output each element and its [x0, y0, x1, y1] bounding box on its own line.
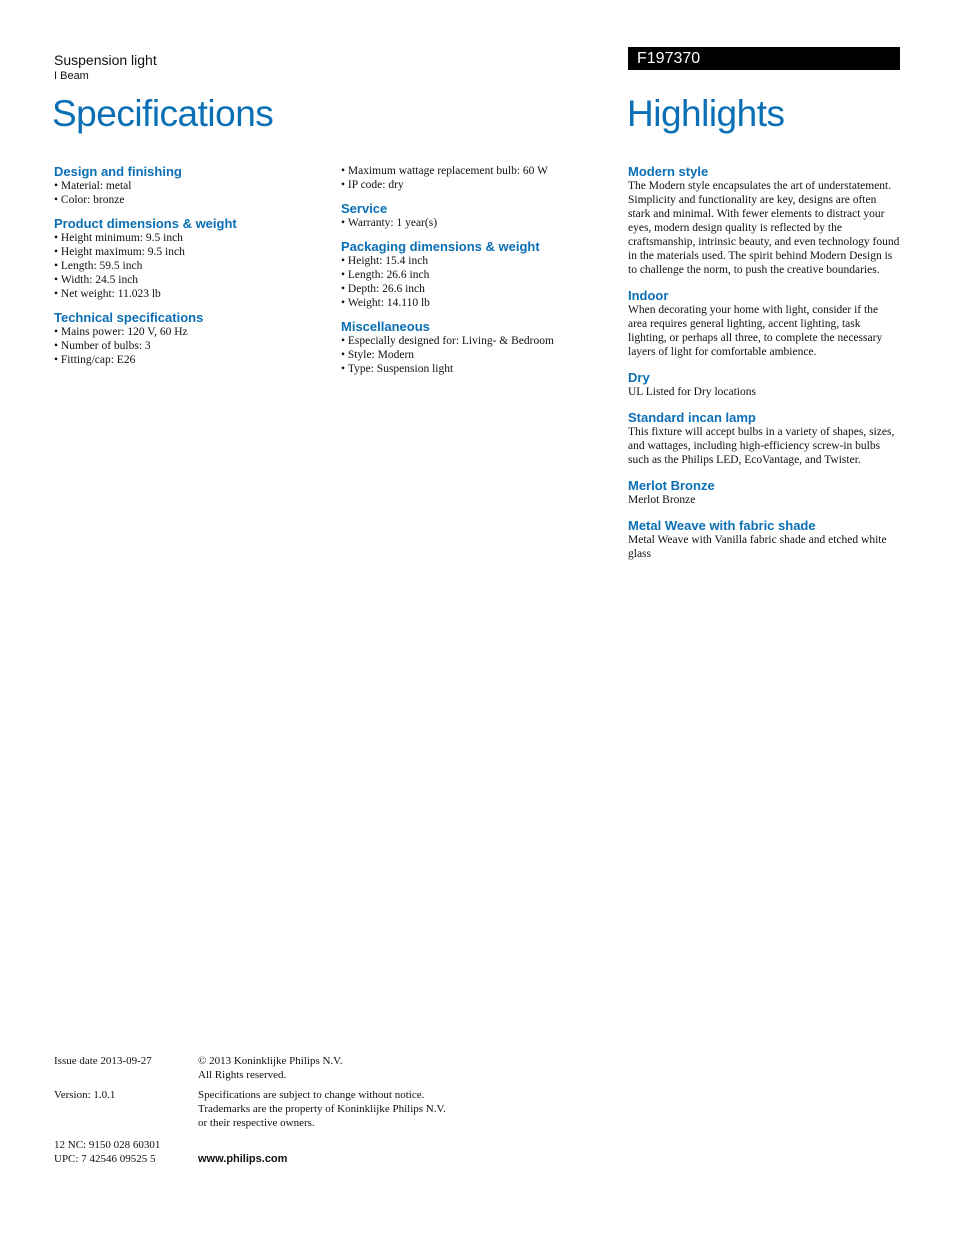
legal-notice [198, 1088, 498, 1130]
spec-section-product-dimensions [54, 216, 324, 301]
copyright [198, 1054, 498, 1082]
highlight-text: Metal Weave with Vanilla fabric shade and etched white glass [628, 534, 887, 560]
highlight-section [628, 370, 900, 399]
copyright-line: All Rights reserved. [198, 1069, 287, 1081]
spec-section-packaging [341, 239, 601, 310]
spec-item: • Style: Modern [341, 348, 601, 362]
website-link[interactable]: www.philips.com [198, 1153, 288, 1165]
spec-heading: Miscellaneous [341, 319, 430, 334]
highlight-heading: Standard incan lamp [628, 410, 756, 425]
spec-heading: Packaging dimensions & weight [341, 239, 540, 254]
version: Version: 1.0.1 [54, 1089, 116, 1101]
footer-row [54, 1088, 498, 1130]
highlight-section [628, 478, 900, 507]
spec-heading: Design and finishing [54, 164, 182, 179]
highlight-text: UL Listed for Dry locations [628, 386, 756, 398]
spec-item: • Width: 24.5 inch [54, 273, 324, 287]
highlight-heading: Indoor [628, 288, 669, 303]
highlight-text: This fixture will accept bulbs in a variety of shapes, sizes, and wattages, including high-efficiency screw-in bulbs such as the Philips LED, EcoVantage, and Twister. [628, 426, 895, 466]
highlight-heading: Dry [628, 370, 650, 385]
spec-heading: Service [341, 201, 388, 216]
model-number-bar: F197370 [628, 47, 900, 70]
spec-item: • Length: 59.5 inch [54, 259, 324, 273]
footer-row [54, 1054, 498, 1082]
website-block [198, 1138, 498, 1166]
product-name: I Beam [54, 70, 89, 82]
highlight-text: When decorating your home with light, consider if the area requires general lighting, accent lighting, task lighting, or perhaps all three, to complete the necessary layers of light for comfortable ambience. [628, 304, 883, 358]
product-type: Suspension light [54, 52, 157, 68]
footer-row [54, 1138, 498, 1166]
spec-item: • Depth: 26.6 inch [341, 282, 601, 296]
notice-line: Trademarks are the property of Koninklijke Philips N.V. [198, 1103, 446, 1115]
specifications-column-2 [341, 164, 601, 385]
product-header [54, 51, 157, 83]
specifications-column-1 [54, 164, 324, 376]
spec-item: • Type: Suspension light [341, 362, 601, 376]
upc-code: UPC: 7 42546 09525 5 [54, 1153, 156, 1165]
notice-line: or their respective owners. [198, 1117, 315, 1129]
highlight-heading: Modern style [628, 164, 709, 179]
spec-item: • Especially designed for: Living- & Bedroom [341, 334, 601, 348]
product-codes [54, 1138, 198, 1166]
spec-technical-continued [341, 164, 601, 192]
spec-section-design [54, 164, 324, 207]
footer [54, 1054, 498, 1172]
spec-item: • IP code: dry [341, 178, 601, 192]
spec-heading: Product dimensions & weight [54, 216, 237, 231]
spec-item: • Number of bulbs: 3 [54, 339, 324, 353]
highlights-column [628, 164, 900, 572]
highlight-section [628, 518, 900, 561]
highlights-title: Highlights [627, 93, 785, 134]
notice-line: Specifications are subject to change without notice. [198, 1089, 425, 1101]
spec-item: • Fitting/cap: E26 [54, 353, 324, 367]
specifications-title: Specifications [52, 93, 274, 134]
highlight-section [628, 410, 900, 467]
spec-item: • Height minimum: 9.5 inch [54, 231, 324, 245]
copyright-line: © 2013 Koninklijke Philips N.V. [198, 1055, 343, 1067]
highlight-heading: Metal Weave with fabric shade [628, 518, 816, 533]
spec-item: • Length: 26.6 inch [341, 268, 601, 282]
spec-item: • Net weight: 11.023 lb [54, 287, 324, 301]
spec-item: • Maximum wattage replacement bulb: 60 W [341, 164, 601, 178]
spec-item: • Height maximum: 9.5 inch [54, 245, 324, 259]
highlight-section [628, 164, 900, 277]
spec-item: • Weight: 14.110 lb [341, 296, 601, 310]
spec-section-service [341, 201, 601, 230]
highlight-heading: Merlot Bronze [628, 478, 715, 493]
spec-item: • Material: metal [54, 179, 324, 193]
nc-code: 12 NC: 9150 028 60301 [54, 1139, 161, 1151]
spec-heading: Technical specifications [54, 310, 204, 325]
highlight-text: The Modern style encapsulates the art of understatement. Simplicity and functionality are key, designs are often stark and minimal. With fewer elements to distract your eyes, modern design quality is reflected by the craftsmanship, intrinsic beauty, and even technology found in the materials used. The spirit behind Modern Design is to challenge the norm, to push the creative boundaries. [628, 180, 900, 276]
spec-item: • Height: 15.4 inch [341, 254, 601, 268]
spec-item: • Warranty: 1 year(s) [341, 216, 601, 230]
highlight-section [628, 288, 900, 359]
highlight-text: Merlot Bronze [628, 494, 696, 506]
spec-section-technical [54, 310, 324, 367]
spec-section-miscellaneous [341, 319, 601, 376]
issue-date: Issue date 2013-09-27 [54, 1055, 152, 1067]
spec-item: • Mains power: 120 V, 60 Hz [54, 325, 324, 339]
spec-item: • Color: bronze [54, 193, 324, 207]
